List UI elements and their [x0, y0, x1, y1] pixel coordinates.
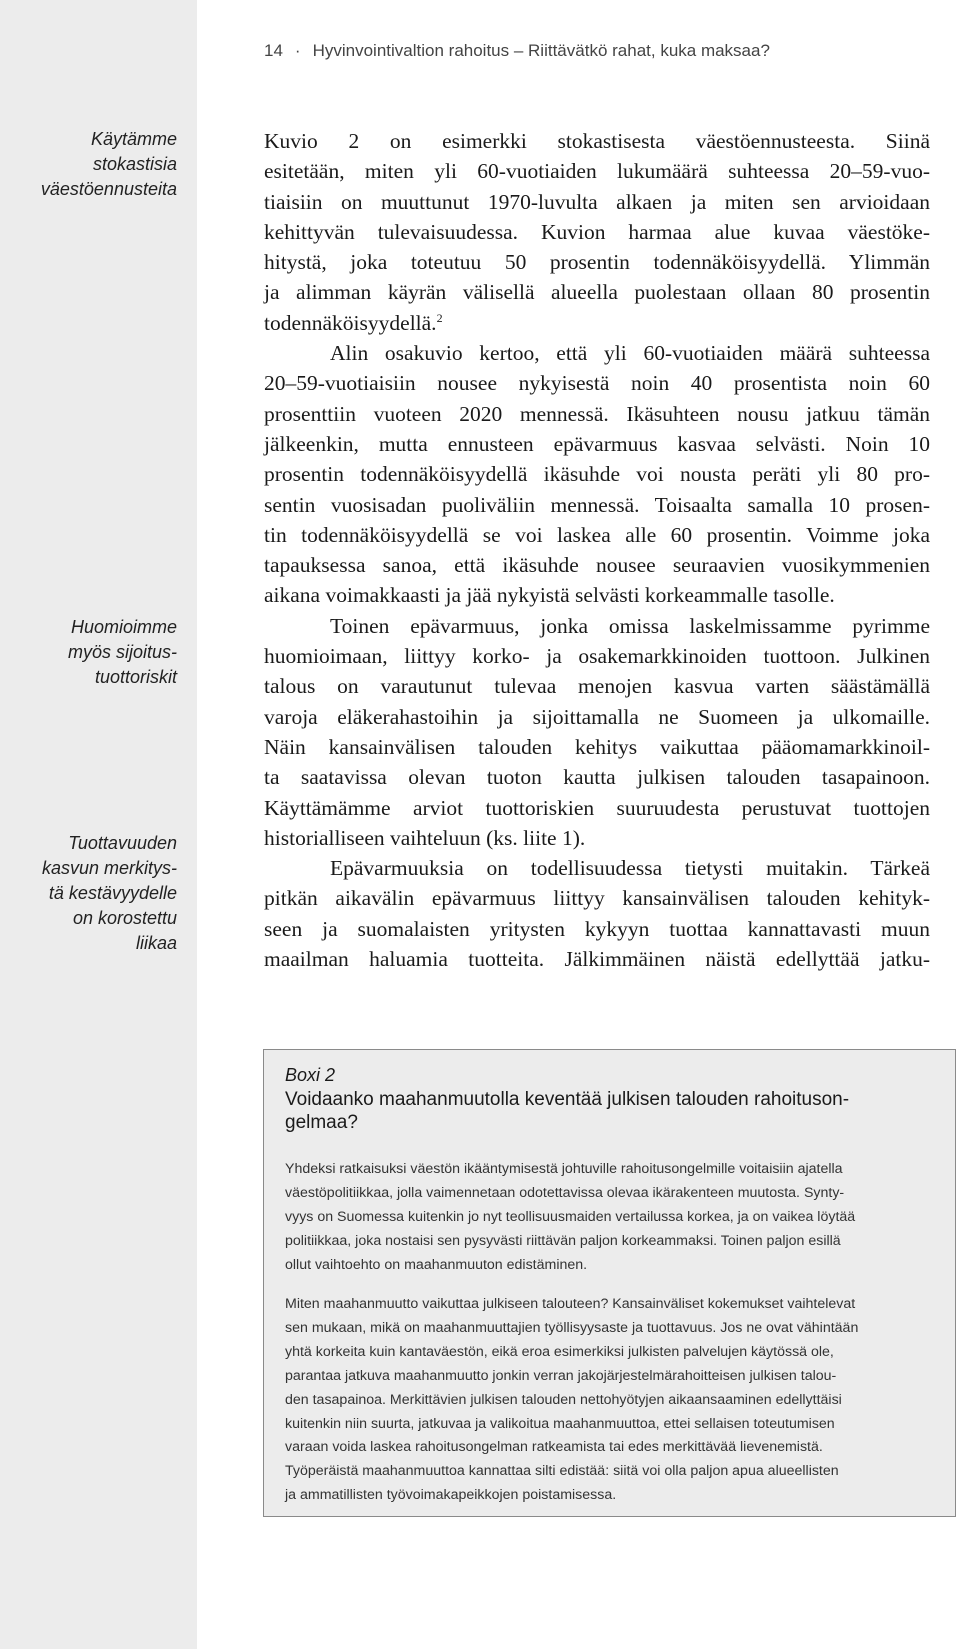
- footnote-reference[interactable]: 2: [436, 310, 443, 325]
- text-line: seen ja suomalaisten yritysten kykyyn tuottaa kannattavasti muun: [264, 916, 930, 941]
- text-line: historialliseen vaihteluun (ks. liite 1).: [264, 825, 586, 850]
- text-line: Kuvio 2 on esimerkki stokastisesta väestöennusteesta. Siinä: [264, 129, 930, 153]
- box-text-line: kuitenkin niin suurta, jatkuvaa ja valikoitua maahanmuuttoa, ettei sellaisen toteutumisen: [285, 1415, 835, 1432]
- text-line: ja alimman käyrän välisellä alueella puolestaan ollaan 80 prosentin: [264, 280, 930, 305]
- box-text-line: väestöpolitiikkaa, jolla vaimennetaan odotettavissa olevaa ikärakenteen muutosta. Synty-: [285, 1184, 845, 1201]
- box-title-line: gelmaa?: [285, 1112, 358, 1133]
- margin-note-line: Huomioimme: [70, 617, 177, 637]
- box-text-line: politiikkaa, joka nostaisi sen pysyvästi riittävän paljon korkeammaksi. Toinen paljon esillä: [285, 1232, 841, 1249]
- text-line: varoja eläkerahastoihin ja sijoittamalla ne Suomeen ja ulkomaille.: [264, 704, 930, 729]
- running-header: [264, 41, 770, 61]
- box-paragraph-2: [285, 1293, 935, 1508]
- text-line: ta saatavissa olevan tuoton kautta julkisen talouden tasapainoon.: [264, 765, 930, 790]
- text-line-with-footnote: [264, 308, 930, 338]
- box-paragraph-1: [285, 1158, 935, 1278]
- text-line: aikana voimakkaasti ja jää nykyistä selvästi korkeammalle tasolle.: [264, 583, 835, 608]
- text-line: talous on varautunut tulevaa menojen kasvua varten säästämällä: [264, 674, 930, 699]
- margin-column: [0, 0, 197, 1649]
- margin-note-investment-risks: [7, 615, 177, 690]
- text-line: tin todennäköisyydellä se voi laskea alle 60 prosentin. Voimme joka: [264, 522, 930, 547]
- text-line: prosentin todennäköisyydellä ikäsuhde voi nousta peräti yli 80 pro-: [264, 462, 930, 487]
- text-line: prosenttiin vuoteen 2020 mennessä. Ikäsuhteen nousu jatkuu tämän: [264, 401, 930, 426]
- page-number: 14: [264, 41, 283, 60]
- margin-note-line: tä kestävyydelle: [48, 883, 177, 903]
- margin-note-line: stokastisia: [92, 154, 177, 174]
- text-line: hitystä, joka toteutuu 50 prosentin todennäköisyydellä. Ylimmän: [264, 250, 930, 275]
- text-line: Alin osakuvio kertoo, että yli 60-vuotiaiden määrä suhteessa: [330, 341, 930, 366]
- box-text-line: ollut vaihtoehto on maahanmuuton edistäminen.: [285, 1256, 588, 1273]
- box-text-line: yhtä korkeita kuin kantaväestön, eikä eroa esimerkiksi julkisten palvelujen käytössä ole,: [285, 1343, 834, 1360]
- paragraph-3: [264, 611, 930, 853]
- box-text-line: den tasapainoa. Merkittävien julkisen talouden nettohyötyjen aikaansaaminen edellyttäisi: [285, 1391, 842, 1408]
- margin-note-line: liikaa: [135, 933, 177, 953]
- body-text: [264, 126, 930, 974]
- text-line: Epävarmuuksia on todellisuudessa tietysti muitakin. Tärkeä: [330, 856, 930, 881]
- text-line: pitkän aikavälin epävarmuus liittyy kansainvälisen talouden kehityk-: [264, 886, 930, 911]
- margin-note-productivity: [7, 831, 177, 956]
- text-line: tiaisiin on muuttunut 1970-luvulta alkaen ja miten sen arvioidaan: [264, 189, 930, 214]
- margin-note-line: Käytämme: [90, 129, 177, 149]
- box-text-line: sen mukaan, mikä on maahanmuuttajien työllisyysaste ja tuottavuus. Jos ne ovat vähintään: [285, 1319, 859, 1336]
- box-text-line: Yhdeksi ratkaisuksi väestön ikääntymisestä johtuville rahoitusongelmille voitaisiin ajatella: [285, 1161, 843, 1177]
- text-line: 20–59-vuotiaisiin nousee nykyisestä noin 40 prosentista noin 60: [264, 371, 930, 396]
- text-line: todennäköisyydellä.: [264, 310, 437, 335]
- text-line: esitetään, miten yli 60-vuotiaiden lukumäärä suhteessa 20–59-vuo-: [264, 159, 930, 184]
- header-separator: ·: [294, 41, 301, 60]
- box-text-line: vyys on Suomessa kuitenkin jo nyt teollisuusmaiden vertailussa korkea, ja on vaikea löytää: [285, 1208, 856, 1225]
- box-text-line: varaan voida laskea rahoitusongelman ratkeamista tai edes merkittävää lievenemistä.: [285, 1439, 823, 1456]
- text-line: sentin vuosisadan puoliväliin mennessä. Toisaalta samalla 10 prosen-: [264, 492, 930, 517]
- text-line: Toinen epävarmuus, jonka omissa laskelmissamme pyrimme: [330, 613, 930, 638]
- paragraph-1: [264, 126, 930, 338]
- text-line: kehittyvän tulevaisuudessa. Kuvion harmaa alue kuvaa väestöke-: [264, 219, 930, 244]
- margin-note-line: on korostettu: [72, 908, 177, 928]
- text-line: tapauksessa sanoa, että ikäsuhde nousee seuraavien vuosikymmenien: [264, 553, 930, 578]
- box-text-line: Työperäistä maahanmuuttoa kannattaa silti edistää: siitä voi olla paljon apua alueellisten: [285, 1463, 839, 1480]
- paragraph-2: [264, 338, 930, 611]
- text-line: maailman haluamia tuotteita. Jälkimmäinen näistä edellyttää jatku-: [264, 947, 930, 972]
- margin-note-line: kasvun merkitys-: [41, 858, 177, 878]
- box-text-line: parantaa jatkuva maahanmuutto jonkin verran jakojärjestelmärahoitteisen julkisen talou-: [285, 1367, 837, 1384]
- paragraph-4: [264, 853, 930, 974]
- text-line: Käyttämämme arviot tuottoriskien suuruudesta perustuvat tuottojen: [264, 795, 930, 820]
- margin-note-line: tuottoriskit: [94, 667, 177, 687]
- info-box: [263, 1049, 956, 1517]
- text-line: Näin kansainvälisen talouden kehitys vaikuttaa pääomamarkkinoil-: [264, 734, 930, 759]
- text-line: huomioimaan, liittyy korko- ja osakemarkkinoiden tuottoon. Julkinen: [264, 644, 930, 669]
- margin-note-line: Tuottavuuden: [68, 833, 177, 853]
- box-title-line: Voidaanko maahanmuutolla keventää julkisen talouden rahoituson-: [285, 1089, 850, 1110]
- margin-note-stochastic-forecasts: [7, 127, 177, 202]
- box-title: [285, 1088, 925, 1134]
- margin-note-line: myös sijoitus-: [67, 642, 177, 662]
- box-text-line: ja ammatillisten työvoimakapeikkojen poistamisessa.: [285, 1487, 617, 1504]
- margin-note-line: väestöennusteita: [40, 179, 177, 199]
- box-label: Boxi 2: [285, 1065, 336, 1085]
- publication-title: Hyvinvointivaltion rahoitus – Riittävätkö rahat, kuka maksaa?: [312, 41, 770, 60]
- text-line: jälkeenkin, mutta ennusteen epävarmuus kasvaa selvästi. Noin 10: [264, 431, 930, 456]
- box-text-line: Miten maahanmuutto vaikuttaa julkiseen talouteen? Kansainväliset kokemukset vaihtelevat: [285, 1296, 856, 1312]
